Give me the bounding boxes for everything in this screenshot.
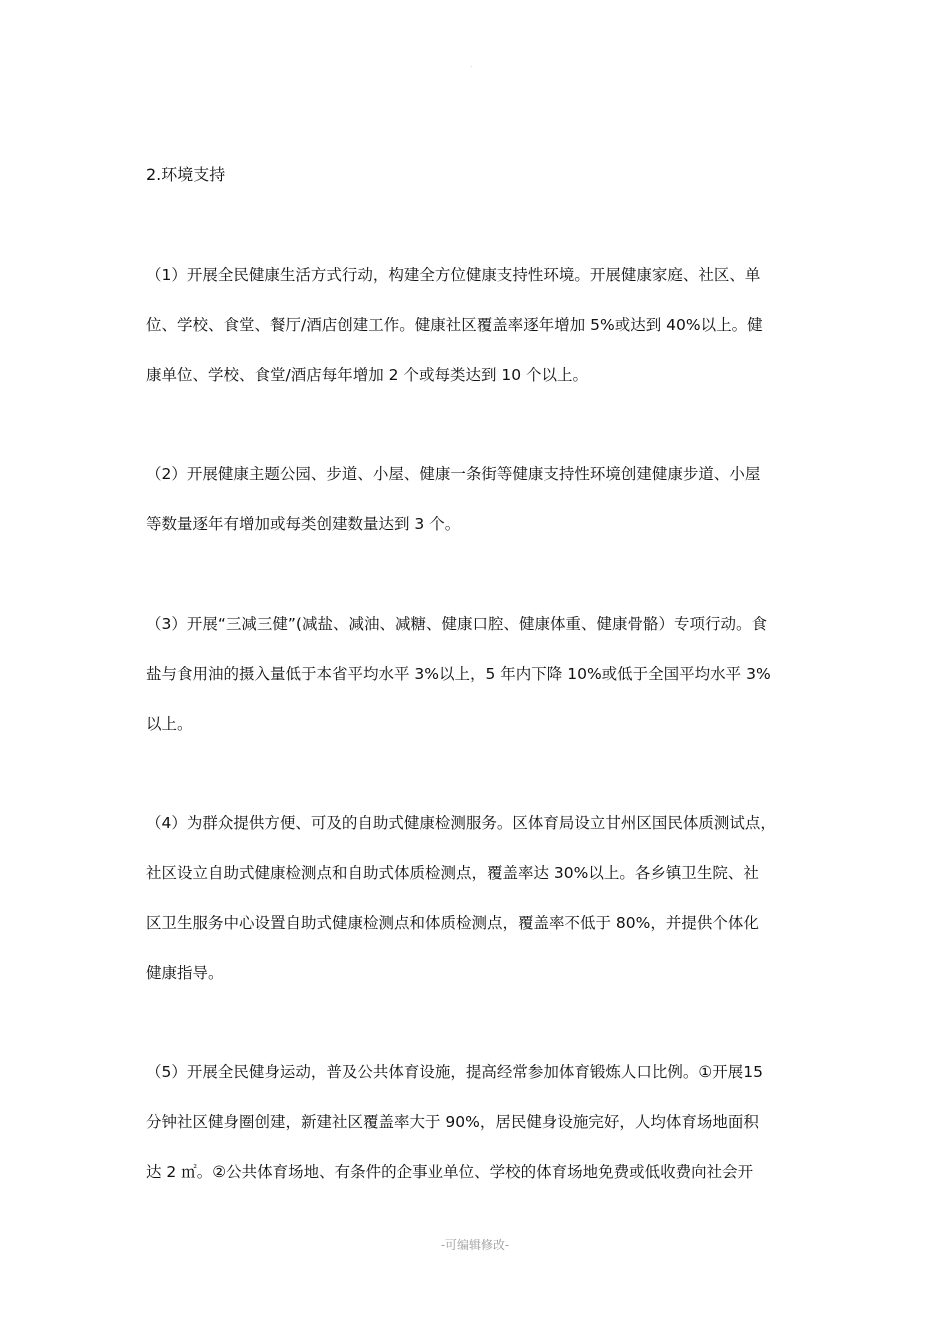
paragraph-line: （5）开展全民健身运动，普及公共体育设施，提高经常参加体育锻炼人口比例。①开展15 [146,1063,763,1081]
paragraph-line: 以上。 [146,715,193,733]
paragraph-line: 盐与食用油的摄入量低于本省平均水平 3%以上，5 年内下降 10%或低于全国平均水平 3% [146,665,771,683]
page-top-mark: . [470,60,473,69]
paragraph-line: （3）开展“三减三健”(减盐、减油、减糖、健康口腔、健康体重、健康骨骼）专项行动。食 [146,615,767,633]
paragraph-line: （4）为群众提供方便、可及的自助式健康检测服务。区体育局设立甘州区国民体质测试点， [146,814,776,832]
paragraph-line: 达 2 ㎡。②公共体育场地、有条件的企事业单位、学校的体育场地免费或低收费向社会开 [146,1163,754,1181]
paragraph-line: 等数量逐年有增加或每类创建数量达到 3 个。 [146,515,461,533]
paragraph-line: 社区设立自助式健康检测点和自助式体质检测点，覆盖率达 30%以上。各乡镇卫生院、社 [146,864,759,882]
paragraph-line: （1）开展全民健康生活方式行动，构建全方位健康支持性环境。开展健康家庭、社区、单 [146,266,761,284]
paragraph-line: 健康指导。 [146,964,224,982]
paragraph-5 [146,1047,810,1197]
section-heading: 2.环境支持 [146,165,226,184]
paragraph-line: 位、学校、食堂、餐厅/酒店创建工作。健康社区覆盖率逐年增加 5%或达到 40%以上。健 [146,316,763,334]
paragraph-3 [146,599,810,749]
page-footer: -可编辑修改- [440,1238,510,1252]
paragraph-1 [146,250,810,400]
paragraph-line: 康单位、学校、食堂/酒店每年增加 2 个或每类达到 10 个以上。 [146,366,589,384]
paragraph-line: 区卫生服务中心设置自助式健康检测点和体质检测点，覆盖率不低于 80%，并提供个体化 [146,914,759,932]
paragraph-4 [146,798,810,998]
paragraph-line: 分钟社区健身圈创建，新建社区覆盖率大于 90%，居民健身设施完好，人均体育场地面积 [146,1113,759,1131]
paragraph-line: （2）开展健康主题公园、步道、小屋、健康一条街等健康支持性环境创建健康步道、小屋 [146,465,761,483]
paragraph-2 [146,449,810,549]
